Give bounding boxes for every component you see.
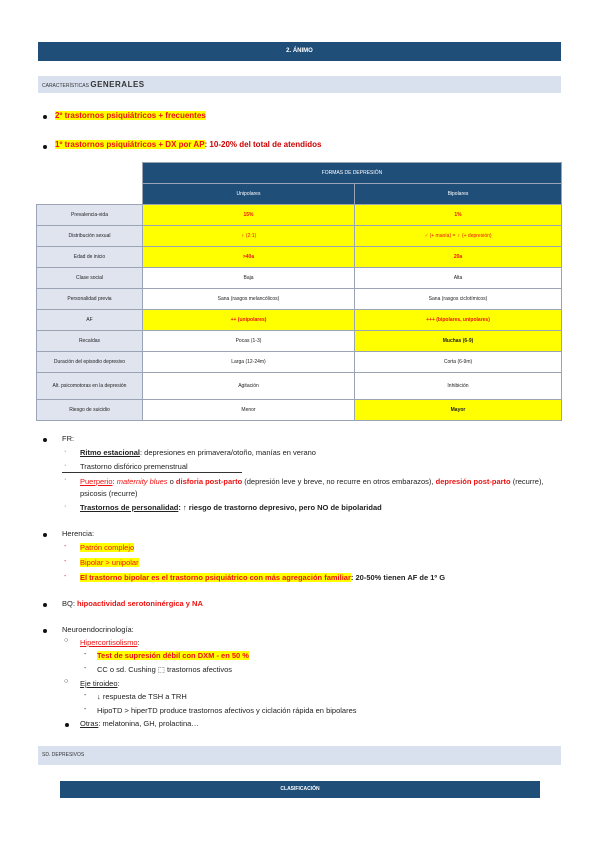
- row-label: Distribución sexual: [37, 226, 143, 247]
- bullet-dx-ap-highlight: 1º trastornos psiquiátricos + DX por AP: [55, 140, 205, 149]
- bullet-dot: [65, 723, 69, 727]
- cell-uni: Agitación: [143, 373, 355, 400]
- row-label: Alt. psicomotoras en la depresión: [37, 373, 143, 400]
- fr-item-red: depresión post-parto: [435, 477, 511, 486]
- neuro-hiper-item-text: Test de supresión débil con DXM - en 50 %: [97, 651, 249, 660]
- table-col-bipolares: Bipolares: [355, 184, 562, 205]
- subheader-title: GENERALES: [90, 80, 145, 89]
- bq-prefix: BQ:: [62, 599, 78, 608]
- neuro-hiper-item: [97, 651, 249, 660]
- clasificacion-title: CLASIFICACIÓN: [280, 786, 320, 792]
- underline-divider: [62, 472, 242, 473]
- table-row: [37, 289, 562, 310]
- subheader-prefix: CARACTERÍSTICAS: [42, 83, 89, 89]
- table-row: [37, 205, 562, 226]
- dash-icon: -: [84, 665, 87, 672]
- cell-bi: +++ (bipolares, unipolares): [355, 310, 562, 331]
- fr-item-ritmo: [80, 448, 316, 457]
- row-label: Personalidad previa: [37, 289, 143, 310]
- fr-item-disforico: [80, 462, 188, 471]
- cell-uni: >40a: [143, 247, 355, 268]
- fr-item-rest: : depresiones en primavera/otoño, manías en verano: [140, 448, 316, 457]
- bullet-dot: [43, 603, 47, 607]
- bullet-dot: [43, 533, 47, 537]
- cell-bi: Sana (rasgos ciclotímicos): [355, 289, 562, 310]
- neuro-title: Neuroendocrinología:: [62, 625, 134, 634]
- fr-title: FR:: [62, 434, 75, 443]
- section-clasificacion: [60, 781, 540, 798]
- fr-item-mid: o: [167, 477, 176, 486]
- dash-icon: -: [64, 573, 67, 580]
- fr-item-mid2: disforia post-parto: [175, 477, 243, 486]
- cell-uni: ++ (unipolares): [143, 310, 355, 331]
- fr-item-rest: : ↑ riesgo de trastorno depresivo, pero NO de bipolaridad: [178, 503, 382, 512]
- neuro-tiroides-item: [97, 692, 187, 701]
- neuro-hiper-item-text: CC o sd. Cushing ⬚ trastornos afectivos: [97, 665, 233, 674]
- cell-uni: 15%: [143, 205, 355, 226]
- subheader-caracteristicas: [38, 76, 561, 93]
- fr-item-colon: :: [112, 477, 117, 486]
- table-corner: [37, 163, 143, 184]
- bullet-dot: [43, 115, 47, 119]
- fr-item-italic: maternity blues: [116, 477, 168, 486]
- cell-bi: ♂ (+ manía) = ♀ (+ depresión): [355, 226, 562, 247]
- table-group-header: FORMAS DE DEPRESIÓN: [143, 163, 562, 184]
- table-col-unipolares: Unipolares: [143, 184, 355, 205]
- cell-uni: Menor: [143, 400, 355, 421]
- neuro-tiroides-text: Eje tiroideo: [80, 679, 118, 688]
- bullet-dot: [43, 629, 47, 633]
- fr-item-label: Ritmo estacional: [80, 448, 141, 457]
- section-header-animo: [38, 42, 561, 61]
- cell-bi: Alta: [355, 268, 562, 289]
- dash-icon: -: [84, 692, 87, 699]
- fr-item-label: Trastornos de personalidad: [80, 503, 179, 512]
- row-label: Clase social: [37, 268, 143, 289]
- depression-forms-table: [36, 162, 562, 421]
- bullet-dot: [43, 438, 47, 442]
- neuro-tiroides-label: Eje tiroideo:: [80, 679, 120, 688]
- fr-item-label: Puerperio: [80, 477, 113, 486]
- cell-bi: Corta (6-9m): [355, 352, 562, 373]
- bq-text: hipoactividad serotoninérgica y NA: [77, 599, 203, 608]
- circle-bullet-icon: ○: [64, 678, 69, 685]
- row-label: Prevalencia-vida: [37, 205, 143, 226]
- cell-bi: Mayor: [355, 400, 562, 421]
- table-row: [37, 226, 562, 247]
- bq-line: [62, 599, 203, 608]
- neuro-tiroides-item: [97, 706, 357, 715]
- bullet-dx-ap: [55, 140, 321, 149]
- row-label: Riesgo de suicidio: [37, 400, 143, 421]
- fr-item-label: Trastorno disfórico premenstrual: [80, 462, 188, 471]
- neuro-hiper-text: Hipercortisolismo: [80, 638, 138, 647]
- table-row: [37, 268, 562, 289]
- herencia-text: Bipolar > unipolar: [80, 558, 139, 567]
- herencia-highlight: El trastorno bipolar es el trastorno psiquiátrico con más agregación familiar: [80, 573, 351, 582]
- cell-uni: Larga (12-24m): [143, 352, 355, 373]
- neuro-hiper-label: Hipercortisolismo:: [80, 638, 140, 647]
- neuro-otras-label: Otras: [80, 719, 99, 728]
- table-corner: [37, 184, 143, 205]
- cell-bi: Muchas (6-9): [355, 331, 562, 352]
- row-label: AF: [37, 310, 143, 331]
- bullet-frecuentes-text: 2º trastornos psiquiátricos + frecuentes: [55, 111, 206, 120]
- herencia-rest: : 20-50% tienen AF de 1º G: [350, 573, 446, 582]
- fr-item-rest: (depresión leve y breve, no recurre en otros embarazos),: [242, 477, 436, 486]
- dash-icon: -: [84, 651, 87, 658]
- row-label: Edad de inicio: [37, 247, 143, 268]
- neuro-hiper-item: [97, 665, 232, 674]
- herencia-text: Patrón complejo: [80, 543, 135, 552]
- row-label: Duración del episodio depresivo: [37, 352, 143, 373]
- table-row: [37, 247, 562, 268]
- dash-icon: -: [64, 543, 67, 550]
- fr-item-puerperio: [80, 476, 555, 500]
- cell-bi: Inhibición: [355, 373, 562, 400]
- neuro-otras-rest: : melatonina, GH, prolactina…: [98, 719, 199, 728]
- row-label: Recaídas: [37, 331, 143, 352]
- herencia-item: [80, 573, 445, 582]
- neuro-otras: [80, 719, 199, 728]
- cell-bi: 20a: [355, 247, 562, 268]
- table-row: [37, 400, 562, 421]
- dash-icon: -: [64, 558, 67, 565]
- sd-title: SD. DEPRESIVOS: [42, 752, 85, 758]
- herencia-item: [80, 543, 134, 552]
- herencia-item: [80, 558, 139, 567]
- cell-uni: Sana (rasgos melancólicos): [143, 289, 355, 310]
- dash-icon: -: [84, 706, 87, 713]
- table-row: [37, 331, 562, 352]
- cell-uni: Pocas (1-3): [143, 331, 355, 352]
- table-row: [37, 373, 562, 400]
- table-row: [37, 310, 562, 331]
- circle-bullet-icon: ○: [64, 637, 69, 644]
- neuro-tiroides-item-text: HipoTD > hiperTD produce trastornos afectivos y ciclación rápida en bipolares: [97, 706, 357, 715]
- sub-bullet-icon: ·: [64, 448, 67, 455]
- herencia-title: Herencia:: [62, 529, 95, 538]
- sub-bullet-icon: ·: [64, 476, 67, 483]
- sub-bullet-icon: ·: [64, 503, 67, 510]
- neuro-tiroides-item-text: ↓ respuesta de TSH a TRH: [97, 692, 187, 701]
- bullet-frecuentes: [55, 111, 206, 120]
- cell-uni: Baja: [143, 268, 355, 289]
- table-row: [37, 352, 562, 373]
- bullet-dx-ap-rest: : 10-20% del total de atendidos: [204, 140, 322, 149]
- fr-item-rest2: (recurre), psicosis (recurre): [80, 477, 544, 498]
- cell-uni: ♀ (2:1): [143, 226, 355, 247]
- bullet-dot: [43, 145, 47, 149]
- subheader-sd-depresivos: [38, 746, 561, 765]
- fr-item-personalidad: [80, 503, 382, 512]
- section-header-title: 2. ÁNIMO: [286, 48, 313, 54]
- sub-bullet-icon: ·: [64, 462, 67, 469]
- cell-bi: 1%: [355, 205, 562, 226]
